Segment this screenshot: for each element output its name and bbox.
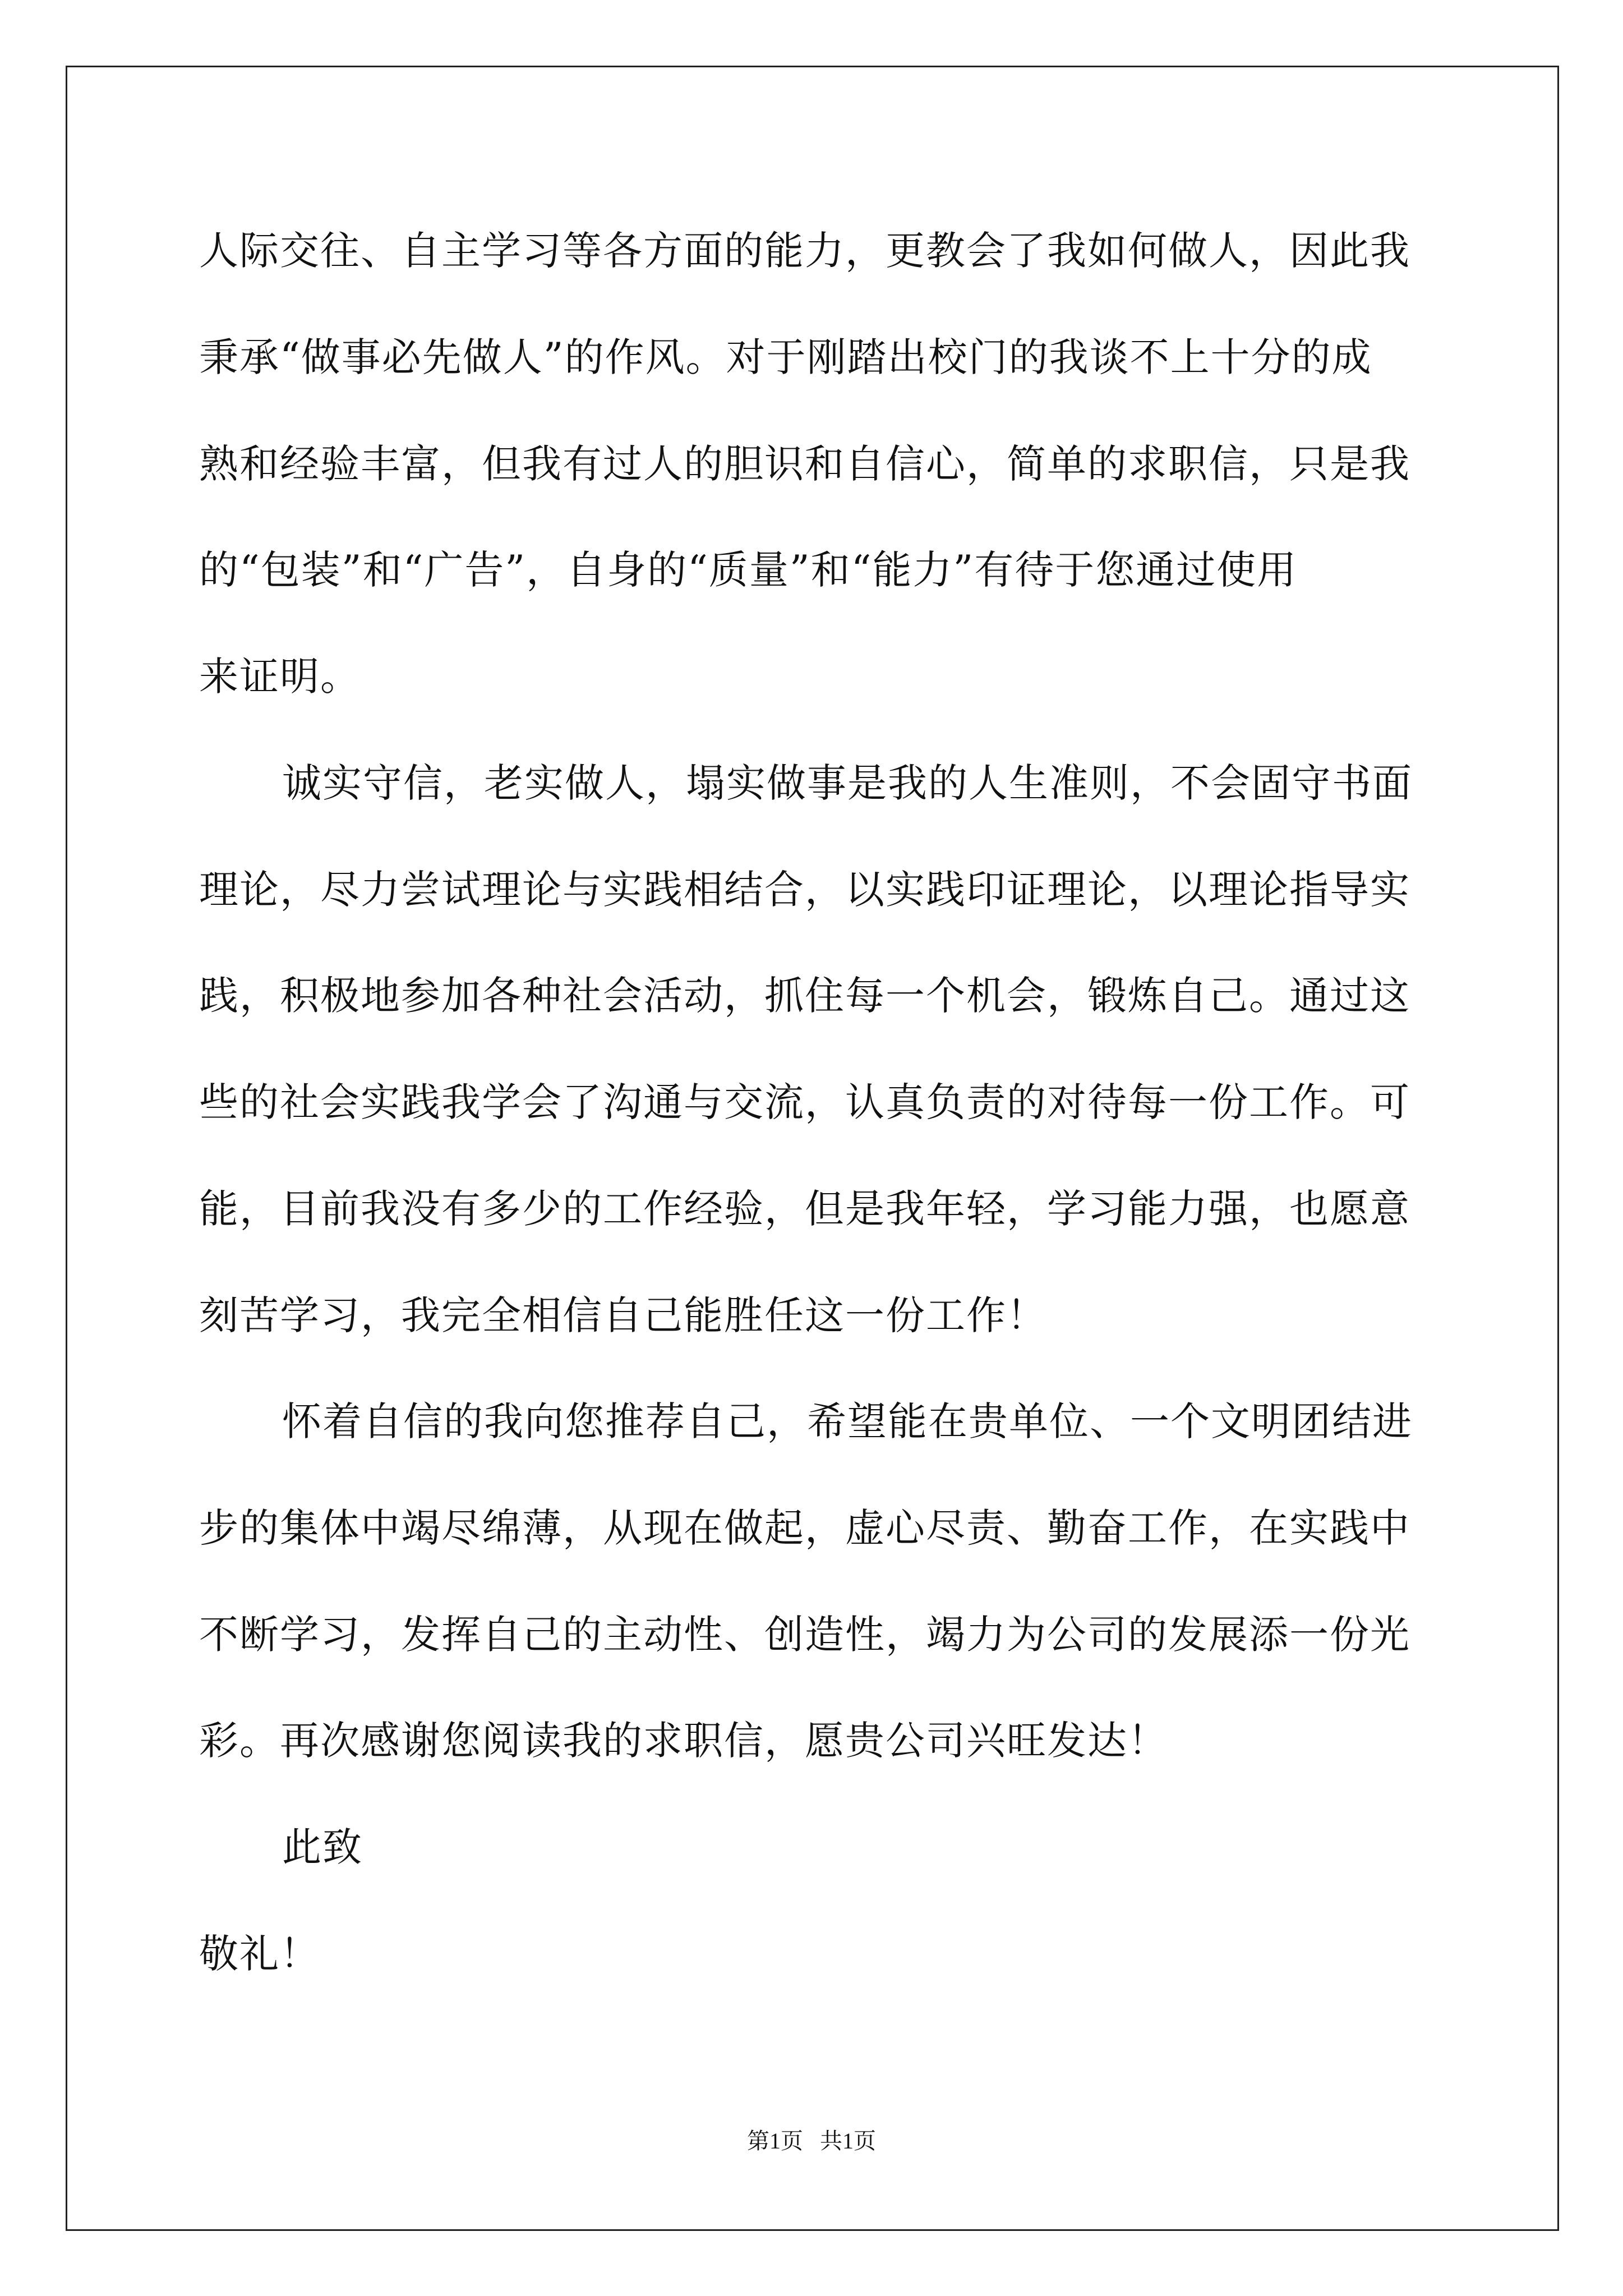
closing-salutation: 此致	[282, 1824, 363, 1870]
body-line: 刻苦学习，我完全相信自己能胜任这一份工作！	[199, 1292, 1047, 1338]
body-line: 的“包装”和“广告”，自身的“质量”和“能力”有待于您通过使用	[199, 547, 1298, 593]
body-line: 步的集体中竭尽绵薄，从现在做起，虚心尽责、勤奋工作，在实践中	[199, 1505, 1410, 1551]
body-line: 不断学习，发挥自己的主动性、创造性，竭力为公司的发展添一份光	[199, 1612, 1410, 1658]
body-line: 彩。再次感谢您阅读我的求职信，愿贵公司兴旺发达！	[199, 1718, 1168, 1764]
paragraph-first-line: 诚实守信，老实做人，塌实做事是我的人生准则，不会固守书面	[282, 760, 1413, 806]
body-line: 来证明。	[199, 654, 361, 700]
body-line: 秉承“做事必先做人”的作风。对于刚踏出校门的我谈不上十分的成	[199, 334, 1372, 380]
body-line: 能，目前我没有多少的工作经验，但是我年轻，学习能力强，也愿意	[199, 1186, 1410, 1232]
page-border	[66, 66, 1559, 2231]
body-line: 熟和经验丰富，但我有过人的胆识和自信心，简单的求职信，只是我	[199, 441, 1410, 487]
body-line: 理论，尽力尝试理论与实践相结合，以实践印证理论，以理论指导实	[199, 867, 1410, 913]
body-line: 些的社会实践我学会了沟通与交流，认真负责的对待每一份工作。可	[199, 1079, 1410, 1125]
body-line: 人际交往、自主学习等各方面的能力，更教会了我如何做人，因此我	[199, 228, 1410, 274]
paragraph-first-line: 怀着自信的我向您推荐自己，希望能在贵单位、一个文明团结进	[282, 1398, 1413, 1444]
body-line: 践，积极地参加各种社会活动，抓住每一个机会，锻炼自己。通过这	[199, 973, 1410, 1019]
closing-regards: 敬礼！	[199, 1931, 320, 1977]
page-footer: 第1页 共1页	[747, 2128, 876, 2154]
